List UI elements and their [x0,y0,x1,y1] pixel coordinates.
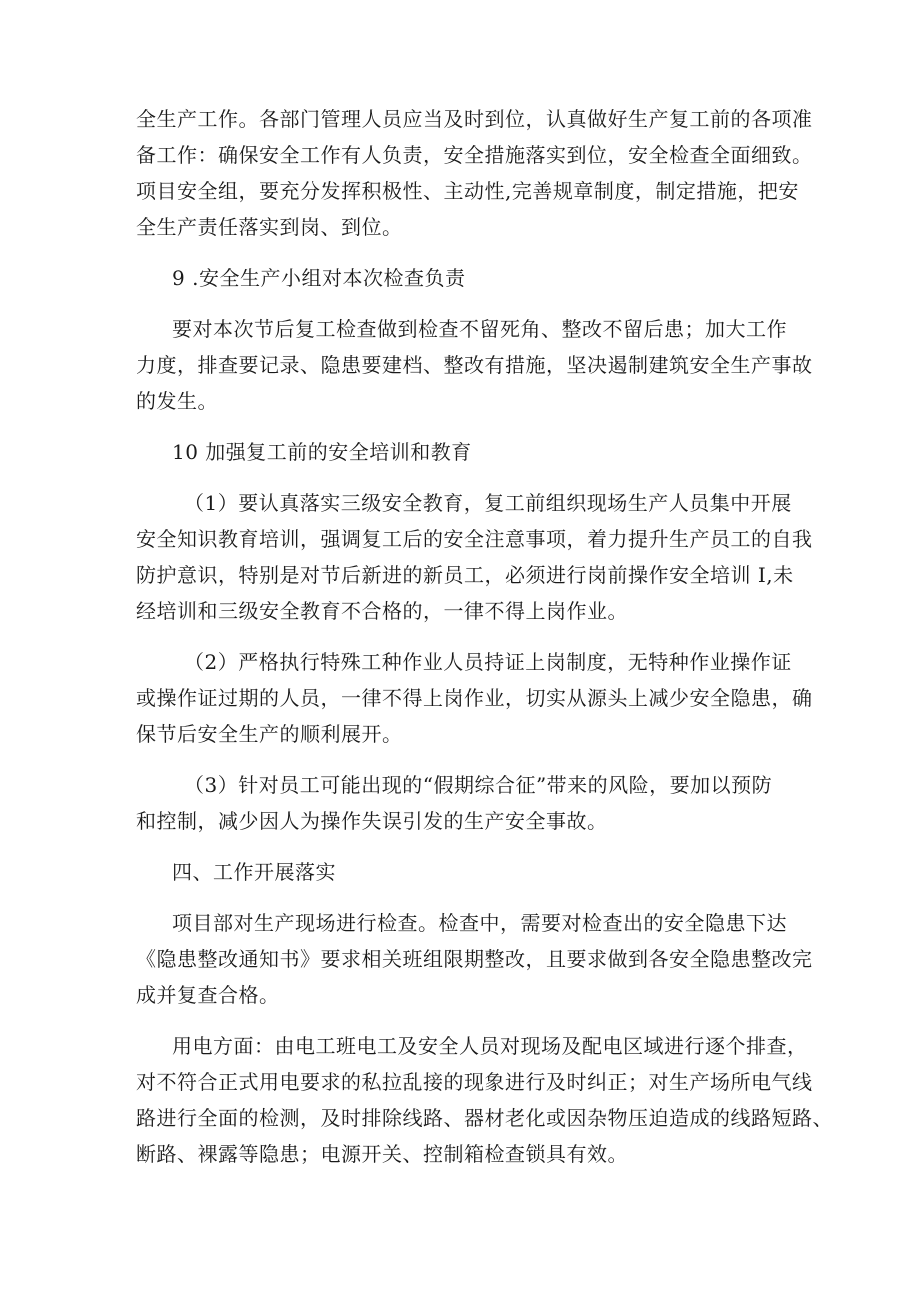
text-line: 力度，排查要记录、隐患要建档、整改有措施，坚决遏制建筑安全生产事故 [136,353,813,377]
text-line: 《隐患整改通知书》要求相关班组限期整改，且要求做到各安全隐患整改完 [136,947,813,971]
paragraph-h4 [136,854,788,890]
document-body [136,101,833,1172]
paragraph-gap [136,245,788,260]
text-line: 断路、裸露等隐患；电源开关、控制箱检查锁具有效。 [136,1142,628,1166]
text-line: 项目部对生产现场进行检查。检查中，需要对检查出的安全隐患下达 [172,911,787,935]
text-line: （1）要认真落实三级安全教育，复工前组织现场生产人员集中开展 [184,491,792,515]
paragraph-p2 [136,311,813,419]
text-line: 要对本次节后复工检查做到检查不留死角、整改不留后患；加大工作 [172,317,787,341]
text-line: 对不符合正式用电要求的私拉乱接的现象进行及时纠正；对生产场所电气线 [136,1070,813,1094]
paragraph-p5 [136,767,788,839]
paragraph-gap [136,839,788,854]
text-line: （2）严格执行特殊工种作业人员持证上岗制度，无特种作业操作证 [184,650,792,674]
paragraph-p6 [136,905,813,1013]
paragraph-gap [136,470,788,485]
paragraph-gap [136,629,788,644]
text-line: （3）针对员工可能出现的“假期综合征”带来的风险，要加以预防 [184,773,773,797]
text-line: 项目安全组，要充分发挥积极性、主动性,完善规章制度，制定措施，把安 [136,179,799,203]
text-line: 全生产工作。各部门管理人员应当及时到位，认真做好生产复工前的各项准 [136,107,813,131]
paragraph-p4 [136,644,813,752]
text-line: 和控制，减少因人为操作失误引发的生产安全事故。 [136,809,608,833]
paragraph-gap [136,296,788,311]
text-line: 或操作证过期的人员，一律不得上岗作业，切实从源头上减少安全隐患，确 [136,686,813,710]
text-line: 的发生。 [136,389,218,413]
paragraph-gap [136,752,788,767]
text-line: 路进行全面的检测，及时排除线路、器材老化或因杂物压迫造成的线路短路、 [136,1106,833,1130]
text-line: 备工作：确保安全工作有人负责，安全措施落实到位，安全检查全面细致。 [136,143,813,167]
text-line: 保节后安全生产的顺利展开。 [136,722,403,746]
text-line: 经培训和三级安全教育不合格的，一律不得上岗作业。 [136,599,628,623]
text-line: 10 加强复工前的安全培训和教育 [172,440,472,464]
text-line: 安全知识教育培训，强调复工后的安全注意事项，着力提升生产员工的自我 [136,527,813,551]
paragraph-h10 [136,434,788,470]
paragraph-gap [136,419,788,434]
paragraph-h9 [136,260,788,296]
text-line: 成并复查合格。 [136,983,280,1007]
paragraph-p1 [136,101,813,245]
text-line: 四、工作开展落实 [172,860,336,884]
paragraph-p7 [136,1028,833,1172]
text-line: 9 .安全生产小组对本次检查负责 [172,266,466,290]
paragraph-gap [136,1013,788,1028]
paragraph-gap [136,890,788,905]
paragraph-p3 [136,485,813,629]
text-line: 用电方面：由电工班电工及安全人员对现场及配电区域进行逐个排查， [172,1034,808,1058]
text-line: 防护意识，特别是对节后新进的新员工，必须进行岗前操作安全培训 I,未 [136,563,794,587]
text-line: 全生产责任落实到岗、到位。 [136,215,403,239]
